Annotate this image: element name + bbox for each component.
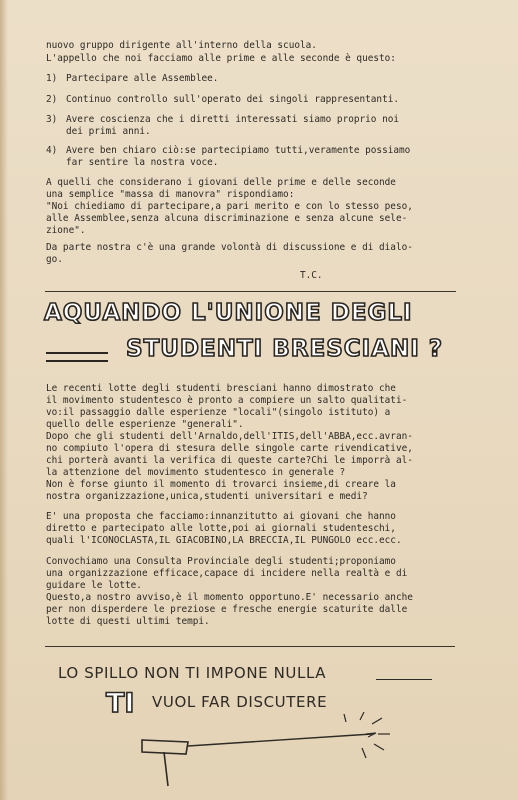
text-line: Convochiamo una Consulta Provinciale degli studenti;proponiamo [46,556,396,567]
text-line: E' una proposta che facciamo:innanzitutto ai giovani che hanno [46,511,396,522]
text-line: "Noi chiediamo di partecipare,a pari merito e con lo stesso peso, [46,201,413,212]
text-line: Non è forse giunto il momento di trovarci insieme,di creare la [46,479,396,490]
text-line: nuovo gruppo dirigente all'interno della scuola. [46,40,317,51]
text-line: la attenzione del movimento studentesco in generale ? [46,467,346,478]
text-line: vo:il passaggio dalle esperienze "locali"(singolo istituto) a [46,407,391,418]
text-line: il movimento studentesco è pronto a compiere un salto qualitati- [46,395,408,406]
text-line: quello delle esperienze "generali". [46,419,244,430]
list-item: Avere coscienza che i diretti interessati siamo proprio noi [66,114,400,125]
pin-illustration [140,712,410,792]
list-number: 1) [46,73,58,84]
text-line: Questo,a nostro avviso,è il momento opportuno.E' necessario anche [46,592,413,603]
text-line: per non disperdere le preziose e fresche energie scaturite dalle [46,604,408,615]
divider-bottom [45,646,455,647]
list-item: far sentire la nostra voce. [66,157,219,168]
headline-line-1: AQUANDO L'UNIONE DEGLI [44,300,413,326]
footer-big-word: TI [106,688,135,719]
pin-stem-icon [164,752,168,786]
list-item: Continuo controllo sull'operato dei singoli rappresentanti. [66,94,400,105]
list-item: Partecipare alle Assemblee. [66,73,219,84]
list-number: 4) [46,145,58,156]
page-edge-shadow [0,0,8,800]
headline-dash [46,352,108,362]
text-line: chi porterà avanti la verifica di queste carte?Chi le imporrà al- [46,455,413,466]
divider-top [45,291,456,292]
text-line: una semplice "massa di manovra" rispondiamo: [46,189,295,200]
headline-line-2: STUDENTI BRESCIANI ? [126,336,444,362]
text-line: guidare le lotte. [46,580,142,591]
text-line: diretto e partecipato alle lotte,poi ai giornali studenteschi, [46,523,396,534]
text-line: Da parte nostra c'è una grande volontà di discussione e di dialo- [46,242,413,253]
pin-head-icon [142,740,188,754]
text-line: A quelli che considerano i giovani delle prime e delle seconde [46,177,396,188]
text-line: nostra organizzazione,unica,studenti universitari e medi? [46,491,368,502]
text-line: no compiuto l'opera di stesura delle singole carte rivendicative, [46,443,413,454]
text-line: go. [46,254,63,265]
list-number: 3) [46,114,58,125]
text-line: quali l'ICONOCLASTA,IL GIACOBINO,LA BRECCIA,IL PUNGOLO ecc.ecc. [46,535,402,546]
list-item: Avere ben chiaro ciò:se partecipiamo tutti,veramente possiamo [66,145,411,156]
text-line: lotte di questi ultimi tempi. [46,616,210,627]
pin-needle-icon [188,734,372,746]
footer-line-1: LO SPILLO NON TI IMPONE NULLA [58,664,327,682]
text-line: alle Assemblee,senza alcuna discriminazione e senza alcune sele- [46,213,408,224]
footer-underline [376,679,432,680]
signature: T.C. [300,270,323,281]
text-line: zione". [46,225,86,236]
text-line: L'appello che noi facciamo alle prime e alle seconde è questo: [46,53,396,64]
list-item: dei primi anni. [66,126,151,137]
text-line: Dopo che gli studenti dell'Arnaldo,dell'ITIS,dell'ABBA,ecc.avran- [46,431,413,442]
footer-line-2: VUOL FAR DISCUTERE [152,693,328,711]
list-number: 2) [46,94,58,105]
text-line: una organizzazione efficace,capace di incidere nella realtà e di [46,568,408,579]
text-line: Le recenti lotte degli studenti bresciani hanno dimostrato che [46,383,396,394]
